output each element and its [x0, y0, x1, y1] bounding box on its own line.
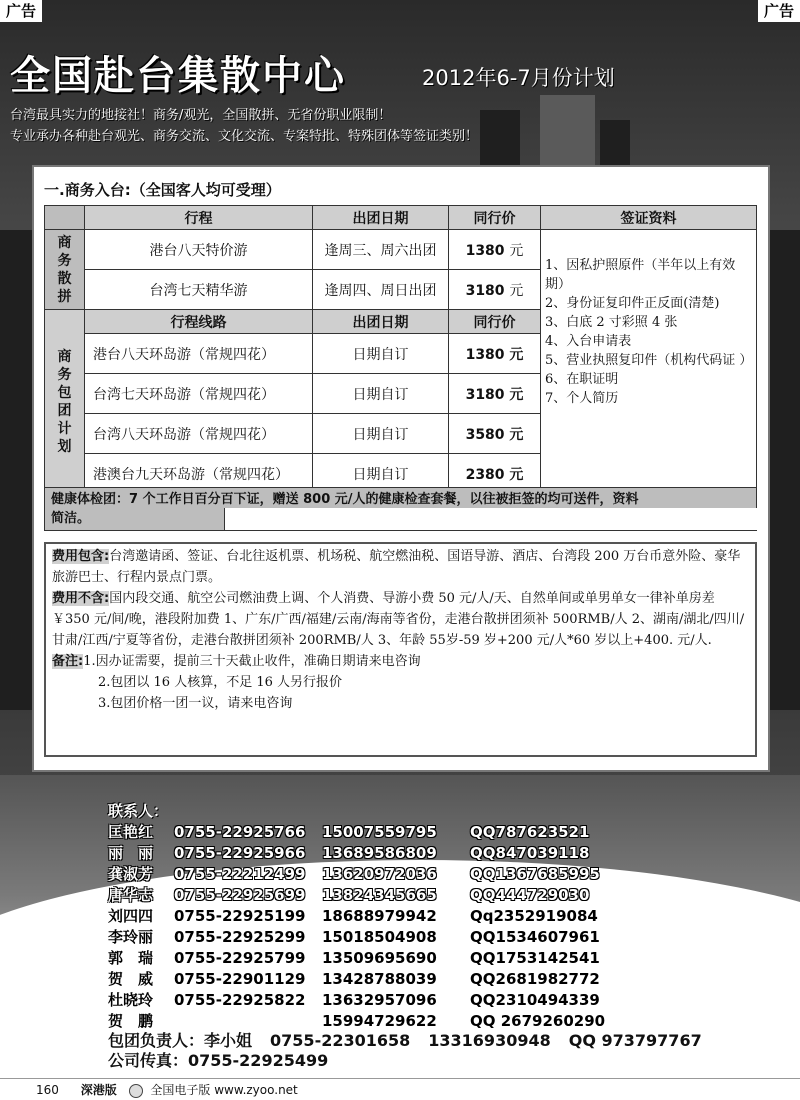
contact-phone: 0755-22925766	[174, 823, 306, 841]
tagline-1: 台湾最具实力的地接社！商务/观光，全国散拼、无省份职业限制！	[10, 108, 392, 123]
contact-name: 贺 威	[108, 970, 154, 988]
contact-qq: QQ444729030	[470, 886, 590, 904]
category-baotuan	[45, 310, 85, 494]
contact-mobile: 13509695690	[322, 949, 437, 967]
visa-item: 3、白底 2 寸彩照 4 张	[545, 315, 678, 330]
manager-name: 李小姐	[204, 1031, 253, 1050]
route-cell: 台湾七天精华游	[85, 270, 313, 310]
health-line-2: 简洁。	[51, 511, 91, 526]
fees-note-item: 2.包团以 16 人核算，不足 16 人另行报价	[98, 675, 343, 690]
category-sanpin	[45, 230, 85, 310]
contact-mobile: 13428788039	[322, 970, 437, 988]
zyoo-logo-icon	[129, 1084, 143, 1098]
price-cell	[449, 374, 541, 414]
contact-row	[108, 885, 605, 906]
contact-qq: QQ1534607961	[470, 928, 600, 946]
fees-note-item: 1.因办证需要，提前三十天截止收件，准确日期请来电咨询	[83, 654, 421, 669]
manager-qq: QQ 973797767	[568, 1031, 702, 1050]
contact-qq: Qq2352919084	[470, 907, 598, 925]
contact-qq: QQ787623521	[470, 823, 590, 841]
contact-phone: 0755-22925799	[174, 949, 306, 967]
contact-qq: QQ2681982772	[470, 970, 600, 988]
fees-include-label: 费用包含:	[52, 549, 110, 564]
contact-name: 丽 丽	[108, 844, 154, 862]
contact-mobile: 13689586809	[322, 844, 437, 862]
contact-row	[108, 822, 605, 843]
contact-row	[108, 948, 605, 969]
price-cell	[449, 270, 541, 310]
route-cell: 台湾八天环岛游（常规四花）	[85, 414, 313, 454]
contact-phone: 0755-22925966	[174, 844, 306, 862]
fees-exclude	[52, 588, 749, 651]
building-silhouette	[770, 230, 800, 710]
contact-name: 匡艳红	[108, 823, 154, 841]
contact-mobile: 18688979942	[322, 907, 437, 925]
table-header-price: 同行价	[449, 206, 541, 230]
category-label: 商务包团计划	[57, 348, 72, 455]
page-subtitle: 2012年6-7月份计划	[422, 66, 615, 90]
website-link[interactable]: 全国电子版 www.zyoo.net	[150, 1083, 298, 1097]
price-unit: 元	[509, 242, 524, 259]
visa-item: 6、在职证明	[545, 372, 619, 387]
fees-include-text: 台湾邀请函、签证、台北往返机票、机场税、航空燃油税、国语导游、酒店、台湾段 200 万台币意外险、豪华旅游巴士、行程内景点门票。	[52, 549, 741, 585]
contact-row	[108, 906, 605, 927]
page-title: 全国赴台集散中心	[10, 53, 346, 99]
ad-label-left: 广告	[0, 0, 42, 22]
table-header-visa: 签证资料	[541, 206, 757, 230]
contact-row	[108, 990, 605, 1011]
tour-table	[44, 205, 757, 494]
contact-row	[108, 927, 605, 948]
content-panel	[32, 165, 770, 772]
company-fax: 公司传真：0755-22925499	[108, 1051, 329, 1070]
contact-row	[108, 843, 605, 864]
table-header-row	[45, 206, 757, 230]
price-value: 1380	[465, 346, 505, 363]
price-cell	[449, 334, 541, 374]
contact-mobile: 15994729622	[322, 1012, 437, 1030]
contact-name: 杜晓玲	[108, 991, 154, 1009]
contact-name: 郭 瑞	[108, 949, 154, 967]
edition-label: 深港版	[80, 1083, 117, 1097]
contacts-list	[108, 800, 605, 1032]
fees-note	[52, 651, 749, 672]
visa-item: 1、因私护照原件（半年以上有效期）	[545, 258, 736, 292]
visa-item: 5、营业执照复印件（机构代码证 ）	[545, 353, 753, 368]
fees-exclude-label: 费用不含:	[52, 591, 110, 606]
contact-phone: 0755-22925699	[174, 886, 306, 904]
health-line-1: 健康体检团：7 个工作日百分百下证，赠送 800 元/人的健康检查套餐，以往被拒签的均可送件，资料	[51, 492, 639, 507]
date-cell: 逢周三、周六出团	[313, 230, 449, 270]
contact-mobile: 13824345665	[322, 886, 437, 904]
visa-requirements	[541, 230, 757, 494]
fees-box	[44, 542, 757, 757]
contact-mobile: 13632957096	[322, 991, 437, 1009]
contact-row	[108, 969, 605, 990]
contact-mobile: 15007559795	[322, 823, 437, 841]
table-header-route: 行程	[85, 206, 313, 230]
price-unit: 元	[509, 386, 524, 403]
route-cell: 港台八天环岛游（常规四花）	[85, 334, 313, 374]
visa-item: 2、身份证复印件正反面(清楚)	[545, 296, 720, 311]
subheader-price: 同行价	[449, 310, 541, 334]
page-number: 160	[36, 1083, 59, 1097]
ad-label-right: 广告	[758, 0, 800, 22]
date-cell: 逢周四、周日出团	[313, 270, 449, 310]
price-value: 2380	[465, 466, 505, 483]
visa-item: 4、入台申请表	[545, 334, 632, 349]
contact-phone: 0755-22925299	[174, 928, 306, 946]
table-header-date: 出团日期	[313, 206, 449, 230]
contact-phone: 0755-22901129	[174, 970, 306, 988]
contacts-label: 联系人：	[108, 802, 169, 820]
date-cell: 日期自订	[313, 454, 449, 494]
subheader-date: 出团日期	[313, 310, 449, 334]
fees-note-label: 备注:	[52, 654, 84, 669]
price-value: 3180	[465, 282, 505, 299]
contact-qq: QQ847039118	[470, 844, 590, 862]
contact-name: 唐华志	[108, 886, 154, 904]
contact-mobile: 13620972036	[322, 865, 437, 883]
route-cell: 港台八天特价游	[85, 230, 313, 270]
date-cell: 日期自订	[313, 334, 449, 374]
price-value: 3180	[465, 386, 505, 403]
price-unit: 元	[509, 466, 524, 483]
subheader-route: 行程线路	[85, 310, 313, 334]
date-cell: 日期自订	[313, 414, 449, 454]
contact-name: 李玲丽	[108, 928, 154, 946]
price-unit: 元	[509, 346, 524, 363]
contact-mobile: 15018504908	[322, 928, 437, 946]
contact-qq: QQ 2679260290	[470, 1012, 606, 1030]
route-cell: 台湾七天环岛游（常规四花）	[85, 374, 313, 414]
price-unit: 元	[509, 426, 524, 443]
building-silhouette	[0, 230, 32, 710]
table-row	[45, 230, 757, 270]
route-cell: 港澳台九天环岛游（常规四花）	[85, 454, 313, 494]
contact-name: 刘四四	[108, 907, 154, 925]
price-value: 3580	[465, 426, 505, 443]
manager-label: 包团负责人：	[108, 1031, 205, 1050]
price-cell	[449, 414, 541, 454]
fees-exclude-text: 国内段交通、航空公司燃油费上调、个人消费、导游小费 50 元/人/天、自然单间或单男单女一律补单房差￥350 元/间/晚，港段附加费 1、广东/广西/福建/云南/海南等省份，走港台散拼团须补 500RMB/人 2、湖南/湖北/四川/甘肃/江西/宁夏等省份，走港台散拼团须补 200RMB/人 3、年龄 55岁-59 岁+200 元/人*60 岁以上+400. 元/人.	[52, 591, 745, 648]
contact-qq: QQ2310494339	[470, 991, 600, 1009]
manager-mobile: 13316930948	[428, 1031, 551, 1050]
contact-phone: 0755-22925822	[174, 991, 306, 1009]
price-value: 1380	[465, 242, 505, 259]
category-label: 商务散拼	[57, 234, 72, 305]
contact-name: 龚淑芳	[108, 865, 154, 883]
contact-qq: QQ1367685995	[470, 865, 600, 883]
table-header-blank	[45, 206, 85, 230]
page-footer	[0, 1078, 800, 1100]
health-blank-area	[224, 508, 757, 530]
date-cell: 日期自订	[313, 374, 449, 414]
visa-item: 7、个人简历	[545, 391, 619, 406]
contact-row	[108, 864, 605, 885]
contact-name: 贺 鹏	[108, 1012, 154, 1030]
contact-phone: 0755-22925199	[174, 907, 306, 925]
contact-phone: 0755-22212499	[174, 865, 306, 883]
manager-phone: 0755-22301658	[270, 1031, 411, 1050]
fees-note-item: 3.包团价格一团一议，请来电咨询	[98, 696, 293, 711]
price-unit: 元	[509, 282, 524, 299]
section-title: 一.商务入台:（全国客人均可受理）	[44, 181, 281, 199]
fees-include	[52, 546, 749, 588]
tagline-2: 专业承办各种赴台观光、商务交流、文化交流、专案特批、特殊团体等签证类别！	[10, 129, 479, 144]
contact-qq: QQ1753142541	[470, 949, 600, 967]
price-cell	[449, 230, 541, 270]
